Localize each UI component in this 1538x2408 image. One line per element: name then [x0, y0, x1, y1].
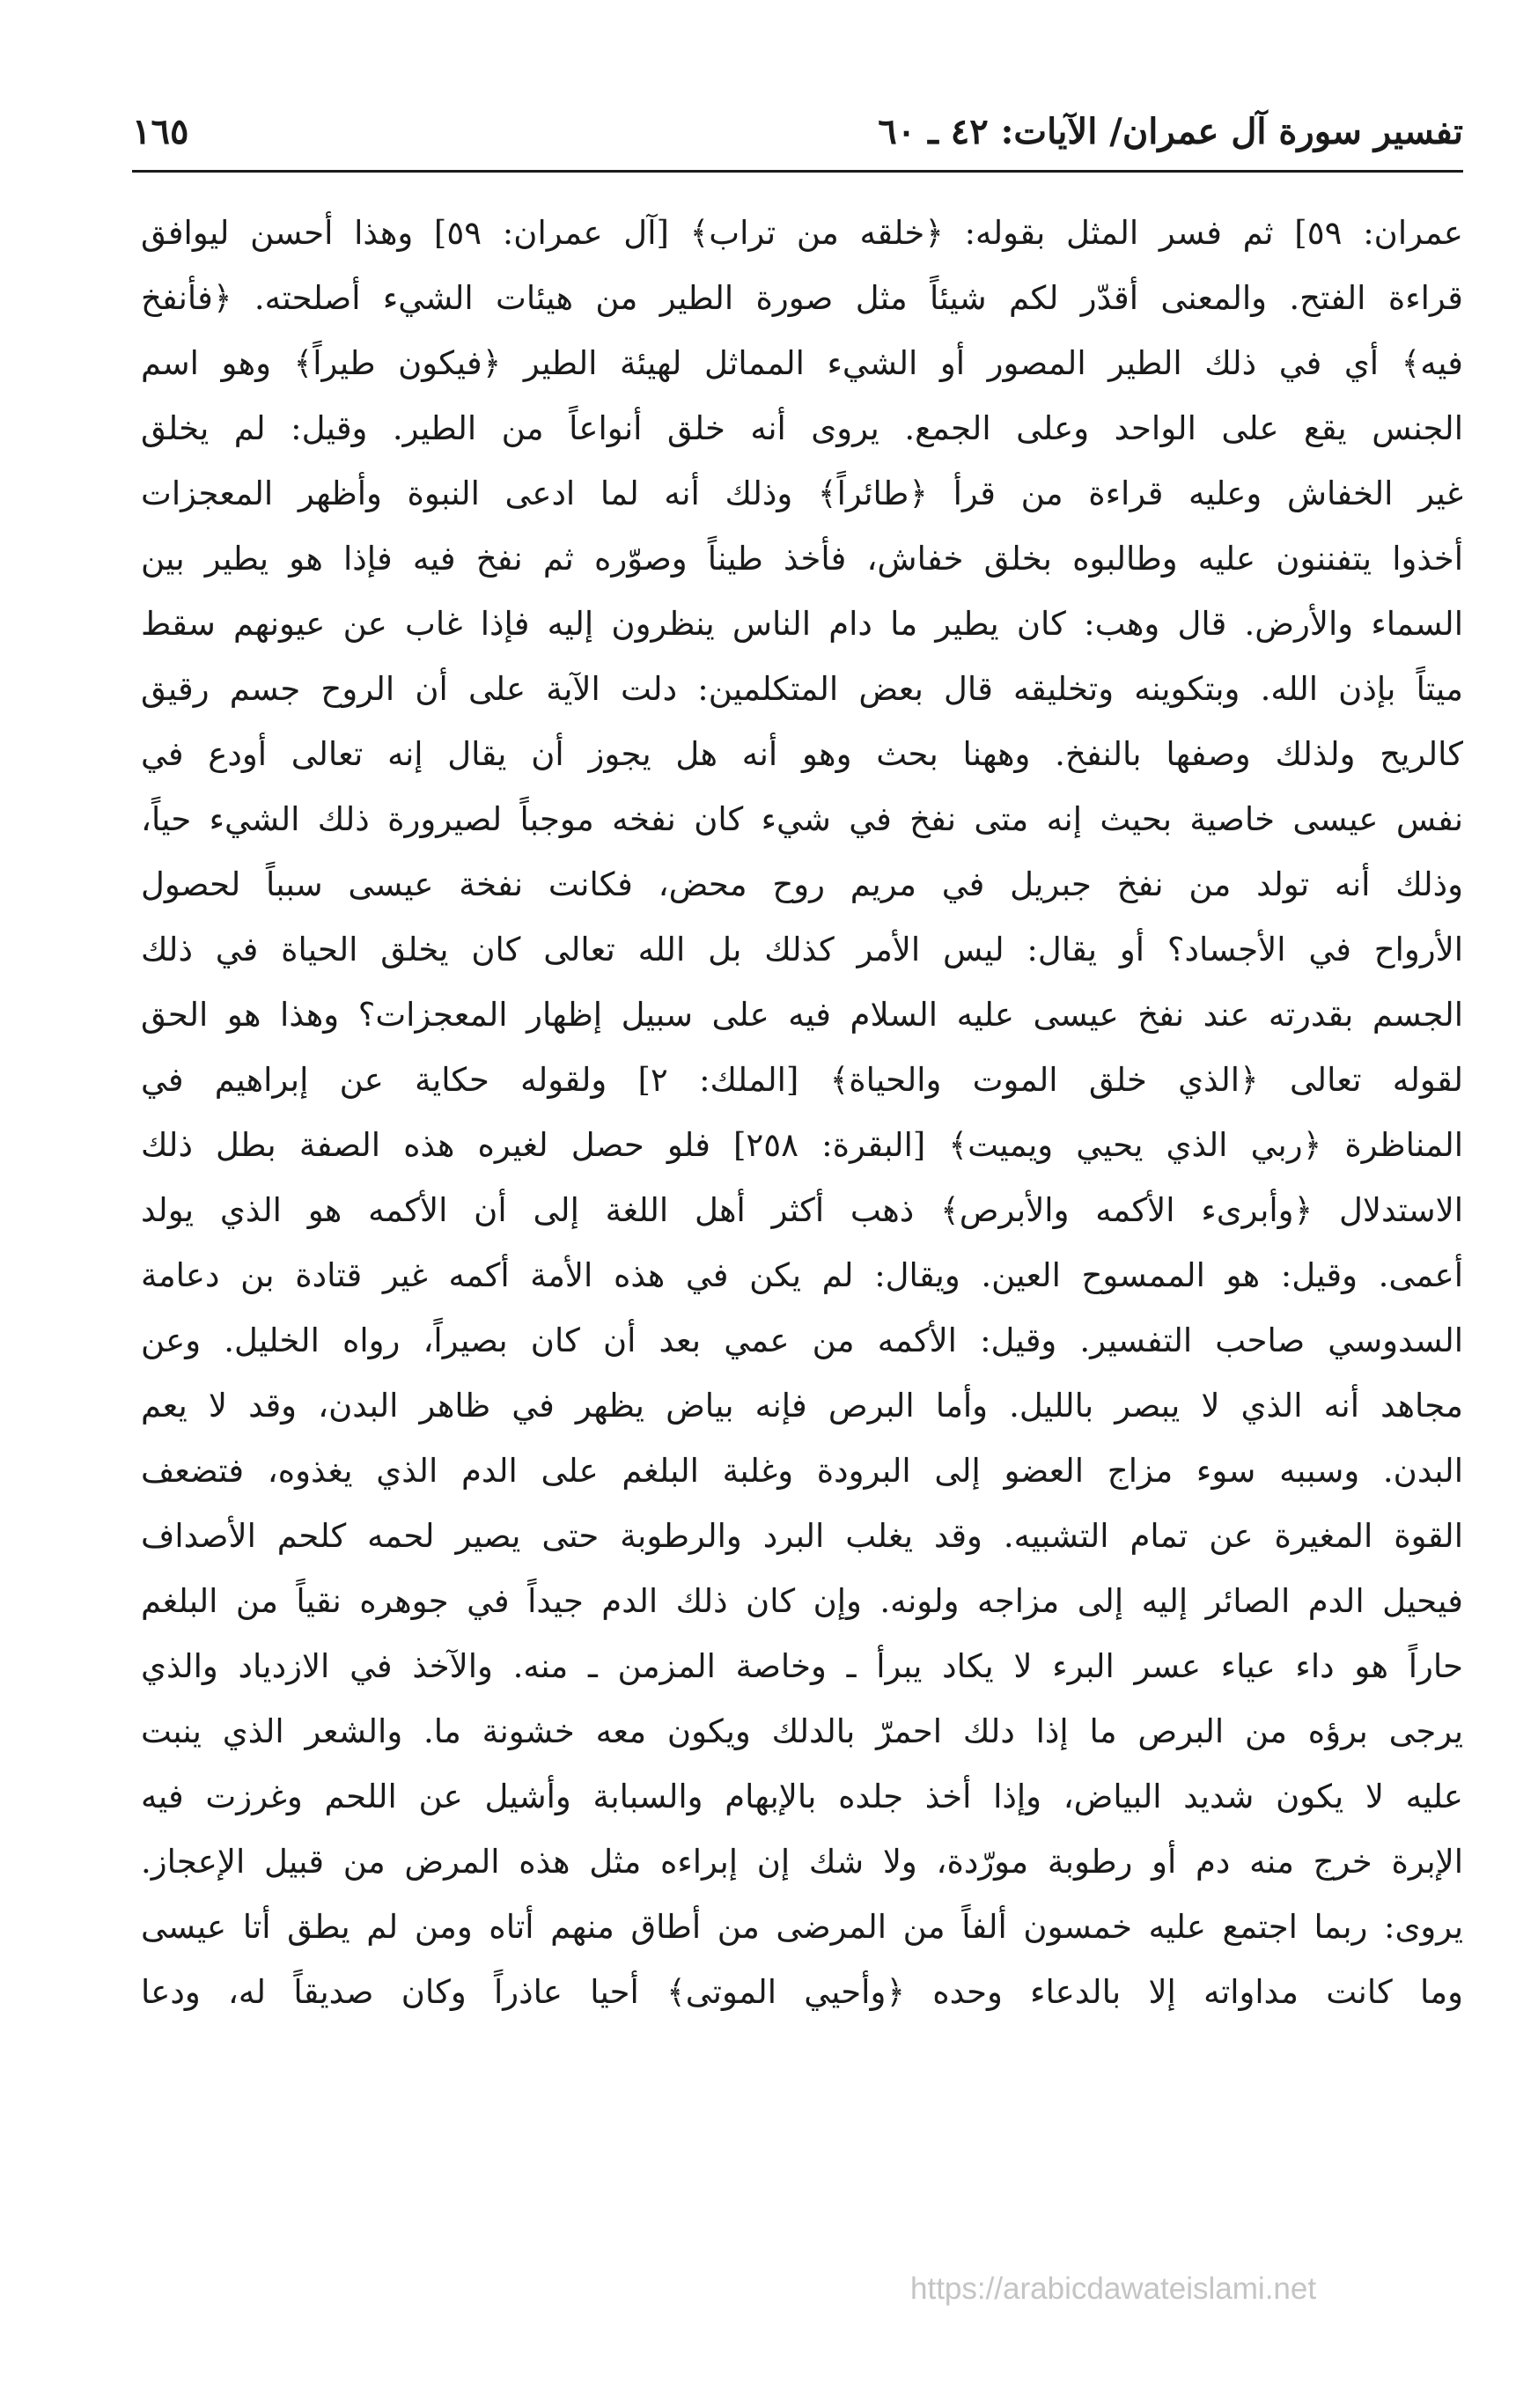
text-line: السماء والأرض. قال وهب: كان يطير ما دام الناس ينظرون إليه فإذا غاب عن عيونهم سقط — [141, 605, 1463, 643]
text-line: الأرواح في الأجساد؟ أو يقال: ليس الأمر كذلك بل الله تعالى كان يخلق الحياة في ذلك — [141, 931, 1463, 968]
text-line: الإبرة خرج منه دم أو رطوبة مورّدة، ولا شك إن إبراءه مثل هذه المرض من قبيل الإعجاز. — [141, 1843, 1463, 1881]
page-number: ١٦٥ — [132, 111, 189, 152]
text-line: الجنس يقع على الواحد وعلى الجمع. يروى أنه خلق أنواعاً من الطير. وقيل: لم يخلق — [141, 409, 1463, 447]
text-line: فيه﴾ أي في ذلك الطير المصور أو الشيء المماثل لهيئة الطير ﴿فيكون طيراً﴾ وهو اسم — [141, 344, 1463, 382]
text-line: مجاهد أنه الذي لا يبصر بالليل. وأما البرص فإنه بياض يظهر في ظاهر البدن، وقد لا يعم — [141, 1387, 1463, 1425]
text-line: أعمى. وقيل: هو الممسوح العين. ويقال: لم يكن في هذه الأمة أكمه غير قتادة بن دعامة — [141, 1256, 1463, 1294]
text-line: ميتاً بإذن الله. وبتكوينه وتخليقه قال بعض المتكلمين: دلت الآية على أن الروح جسم رقيق — [141, 670, 1463, 708]
text-line: البدن. وسببه سوء مزاج العضو إلى البرودة وغلبة البلغم على الدم الذي يغذوه، فتضعف — [141, 1452, 1463, 1490]
watermark-url: https://arabicdawateislami.net — [910, 2272, 1317, 2306]
page-header — [132, 104, 1463, 166]
body-text — [141, 201, 1463, 2025]
text-line: المناظرة ﴿ربي الذي يحيي ويميت﴾ [البقرة: ٢٥٨] فلو حصل لغيره هذه الصفة بطل ذلك — [141, 1126, 1463, 1164]
text-line: أخذوا يتفننون عليه وطالبوه بخلق خفاش، فأخذ طيناً وصوّره ثم نفخ فيه فإذا هو يطير بين — [141, 540, 1463, 578]
text-line: عمران: ٥٩] ثم فسر المثل بقوله: ﴿خلقه من تراب﴾ [آل عمران: ٥٩] وهذا أحسن ليوافق — [141, 214, 1463, 252]
running-title: تفسير سورة آل عمران/ الآيات: ٤٢ ـ ٦٠ — [878, 111, 1463, 152]
text-line: كالريح ولذلك وصفها بالنفخ. وههنا بحث وهو أنه هل يجوز أن يقال إنه تعالى أودع في — [141, 735, 1463, 773]
text-line: الاستدلال ﴿وأبرىء الأكمه والأبرص﴾ ذهب أكثر أهل اللغة إلى أن الأكمه هو الذي يولد — [141, 1191, 1463, 1229]
text-line: يرجى برؤه من البرص ما إذا دلك احمرّ بالدلك ويكون معه خشونة ما. والشعر الذي ينبت — [141, 1712, 1463, 1750]
text-line: لقوله تعالى ﴿الذي خلق الموت والحياة﴾ [الملك: ٢] ولقوله حكاية عن إبراهيم في — [141, 1061, 1463, 1099]
text-line: غير الخفاش وعليه قراءة من قرأ ﴿طائراً﴾ وذلك أنه لما ادعى النبوة وأظهر المعجزات — [141, 475, 1463, 512]
text-line: وذلك أنه تولد من نفخ جبريل في مريم روح محض، فكانت نفخة عيسى سبباً لحصول — [141, 865, 1463, 903]
text-line: الجسم بقدرته عند نفخ عيسى عليه السلام فيه على سبيل إظهار المعجزات؟ وهذا هو الحق — [141, 996, 1463, 1034]
text-line: القوة المغيرة عن تمام التشبيه. وقد يغلب البرد والرطوبة حتى يصير لحمه كلحم الأصداف — [141, 1517, 1463, 1555]
text-line: فيحيل الدم الصائر إليه إلى مزاجه ولونه. وإن كان ذلك الدم جيداً في جوهره نقياً من البلغم — [141, 1582, 1463, 1620]
text-line: يروى: ربما اجتمع عليه خمسون ألفاً من المرضى من أطاق منهم أتاه ومن لم يطق أتا عيسى — [141, 1908, 1463, 1946]
text-line: حاراً هو داء عياء عسر البرء لا يكاد يبرأ ـ وخاصة المزمن ـ منه. والآخذ في الازدياد والذي — [141, 1647, 1463, 1685]
text-line: قراءة الفتح. والمعنى أقدّر لكم شيئاً مثل صورة الطير من هيئات الشيء أصلحته. ﴿فأنفخ — [141, 279, 1463, 317]
text-line: وما كانت مداواته إلا بالدعاء وحده ﴿وأحيي الموتى﴾ أحيا عاذراً وكان صديقاً له، ودعا — [141, 1973, 1463, 2011]
text-line: عليه لا يكون شديد البياض، وإذا أخذ جلده بالإبهام والسبابة وأشيل عن اللحم وغرزت فيه — [141, 1778, 1463, 1815]
header-divider — [132, 170, 1463, 173]
text-line: نفس عيسى خاصية بحيث إنه متى نفخ في شيء كان نفخه موجباً لصيرورة ذلك الشيء حياً، — [141, 800, 1463, 838]
text-line: السدوسي صاحب التفسير. وقيل: الأكمه من عمي بعد أن كان بصيراً، رواه الخليل. وعن — [141, 1322, 1463, 1359]
